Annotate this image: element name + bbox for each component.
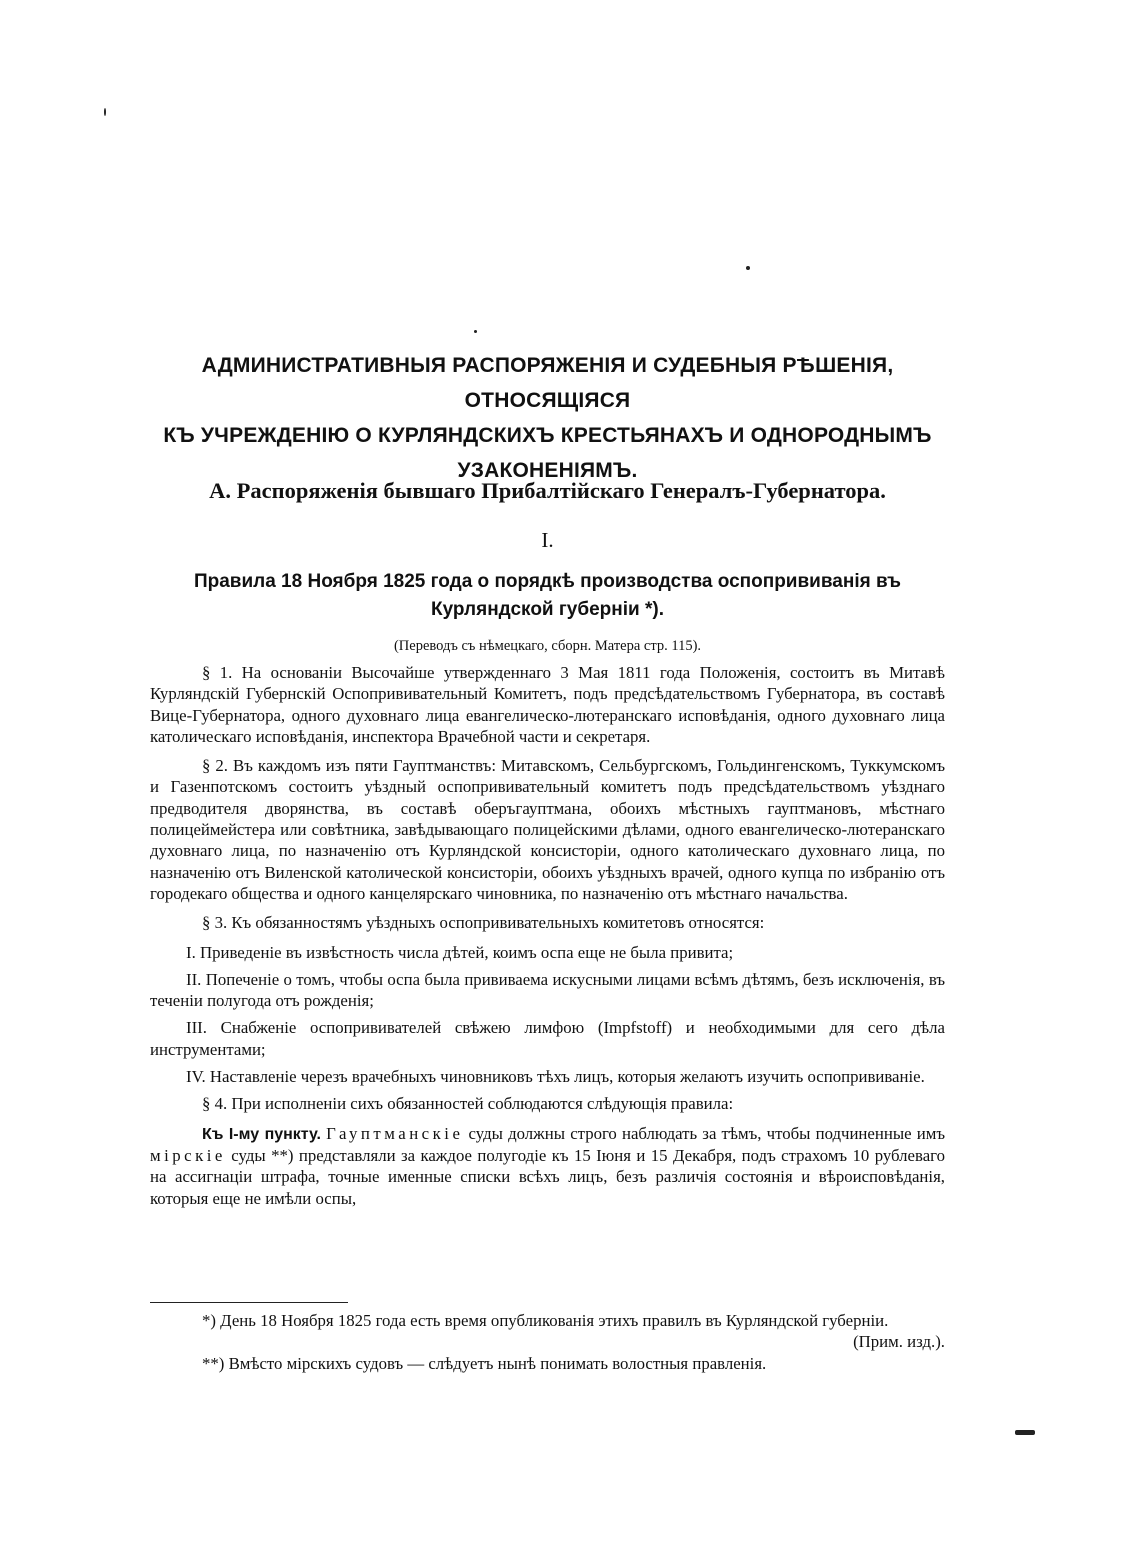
paragraph-5 (150, 1123, 945, 1209)
paragraph-3: § 3. Къ обязанностямъ уѣздныхъ оспопрививательныхъ комитетовъ относятся: (202, 913, 765, 933)
paragraph-1: § 1. На основаніи Высочайше утвержденнаго 3 Мая 1811 года Положенія, состоитъ въ Митавѣ Курляндскій Губернскій Оспопрививательный Комитетъ, подъ предсѣдательствомъ Губернатора, въ составѣ Вице-Губернатора, одного духовнаго лица евангелическо-лютеранскаго исповѣданія, одного духовнаго лица католическаго исповѣданія, инспектора Врачебной части и секретаря. (150, 663, 945, 746)
paragraph-5-spaced-term-2: мірскіе (150, 1145, 226, 1165)
list-item-1: I. Приведеніе въ извѣстность числа дѣтей, коимъ оспа еще не была привита; (186, 942, 734, 962)
list-item-4: IV. Наставленіе черезъ врачебныхъ чиновниковъ тѣхъ лицъ, которыя желаютъ изучить оспопрививаніе. (186, 1067, 925, 1087)
rules-title-line-2: Курляндской губерніи *). (431, 599, 664, 620)
scan-speck (1015, 1430, 1035, 1435)
list-item-2: II. Попеченіе о томъ, чтобы оспа была прививаема искусными лицами всѣмъ дѣтямъ, безъ исключенія, въ теченіи полугода отъ рожденія; (150, 969, 945, 1011)
paragraph-5-middle: суды должны строго наблюдать за тѣмъ, чтобы подчиненные имъ (463, 1123, 945, 1143)
paragraph-4: § 4. При исполненіи сихъ обязанностей соблюдаются слѣдующія правила: (202, 1094, 734, 1114)
translation-note: (Переводъ съ нѣмецкаго, сборн. Матера стр. 115). (393, 638, 702, 654)
paragraph-5-lead: Къ I-му пункту. (202, 1125, 321, 1143)
main-title-line-3: УЗАКОНЕНІЯМЪ. (457, 459, 638, 482)
footnote-divider (150, 1302, 348, 1303)
footnote-1-editor-note: (Прим. изд.). (853, 1332, 945, 1352)
footnote-1 (150, 1310, 945, 1352)
section-title: А. Распоряженія бывшаго Прибалтійскаго Генералъ-Губернатора. (209, 478, 886, 503)
body-text (150, 662, 945, 1217)
footnotes (150, 1310, 945, 1374)
rules-title (150, 568, 945, 624)
footnote-1-text: *) День 18 Ноября 1825 года есть время опубликованія этихъ правилъ въ Курляндской губерніи. (202, 1311, 889, 1330)
section-number: I. (541, 528, 554, 552)
list-item-3: III. Снабженіе оспопрививателей свѣжею лимфою (Impfstoff) и необходимыми для сего дѣла инструментами; (150, 1018, 945, 1059)
main-title (150, 348, 945, 488)
document-page (150, 0, 945, 1562)
main-title-line-2: КЪ УЧРЕЖДЕНІЮ О КУРЛЯНДСКИХЪ КРЕСТЬЯНАХЪ И ОДНОРОДНЫМЪ (163, 424, 932, 447)
scan-speck (104, 108, 106, 116)
rules-title-line-1: Правила 18 Ноября 1825 года о порядкѣ производства оспопрививанія въ (193, 571, 902, 592)
paragraph-5-spaced-term-1: Гауптманскіе (326, 1123, 464, 1143)
paragraph-5-rest: суды **) представляли за каждое полугодіе къ 15 Іюня и 15 Декабря, подъ страхомъ 10 рублеваго на ассигнаціи штрафа, точные именные списки всѣхъ лицъ, безъ различія состоянія и вѣроисповѣданія, которыя еще не имѣли оспы, (150, 1145, 945, 1208)
paragraph-2: § 2. Въ каждомъ изъ пяти Гауптманствъ: Митавскомъ, Сельбургскомъ, Гольдингенскомъ, Туккумскомъ и Газенпотскомъ состоитъ уѣздный оспопрививательный комитетъ подъ предсѣдательствомъ уѣзднаго предводителя дворянства, въ составѣ оберъгауптмана, обоихъ мѣстныхъ гауптмановъ, мѣстнаго полицеймейстера или совѣтника, завѣдывающаго полицейскими дѣлами, одного евангелическо-лютеранскаго духовнаго лица, по назначенію отъ Курляндской консисторіи, одного католическаго духовнаго лица, по назначенію отъ Виленской католической консисторіи, обоихъ уѣздныхъ врачей, одного купца по избранію отъ городекаго общества и одного канцелярскаго чиновника, по назначенію отъ мѣстнаго начальства. (150, 756, 945, 903)
main-title-line-1: АДМИНИСТРАТИВНЫЯ РАСПОРЯЖЕНІЯ И СУДЕБНЫЯ РѢШЕНІЯ, ОТНОСЯЩІЯСЯ (201, 354, 894, 412)
footnote-2: **) Вмѣсто мірскихъ судовъ — слѣдуетъ нынѣ понимать волостныя правленія. (202, 1353, 767, 1373)
